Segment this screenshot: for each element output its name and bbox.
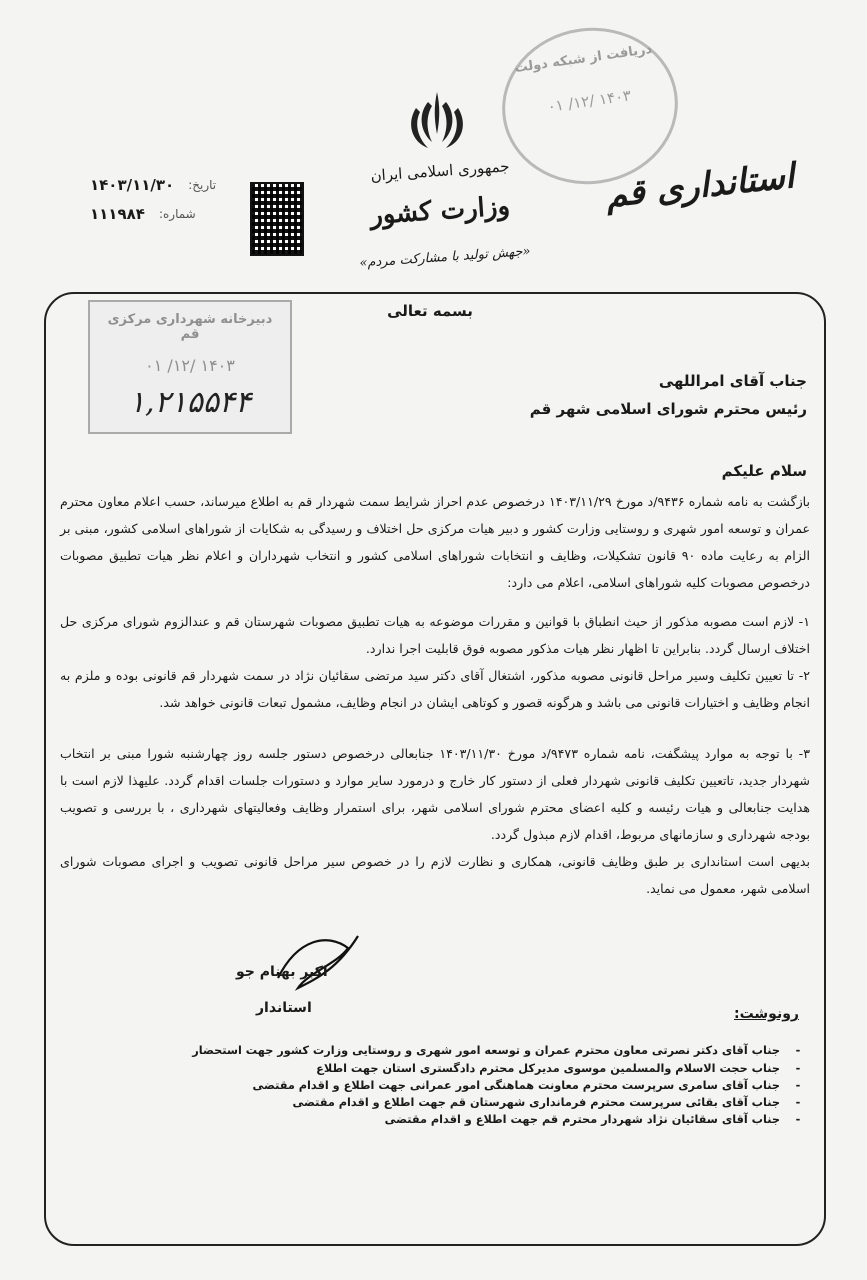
office-title: استانداری قم xyxy=(603,156,797,216)
cc-item-text: جناب آقای دکتر نصرتی معاون محترم عمران و توسعه امور شهری و روستایی وزارت کشور جهت استحضار xyxy=(192,1044,780,1057)
recipient-name: جناب آقای امراللهی xyxy=(658,372,807,390)
cc-item xyxy=(190,1094,810,1112)
secretariat-stamp-number: ۱,۲۱۵۵۴۴ xyxy=(128,385,252,420)
secretariat-stamp xyxy=(88,300,292,434)
ministry-name: وزارت کشور xyxy=(369,191,511,231)
secretariat-stamp-date: ۱۴۰۳ /۱۲/ ۰۱ xyxy=(145,356,235,375)
letter-date-value: ۱۴۰۳/۱۱/۳۰ xyxy=(90,176,175,194)
letter-item-3: ۳- با توجه به موارد پیشگفت، نامه شماره ۹۴۷۳/د مورخ ۱۴۰۳/۱۱/۳۰ جنابعالی درخصوص دستور جلسه روز چهارشنبه شورا مبنی بر انتخاب شهردار جدید، تاتعیین تکلیف قانونی شهردار فعلی از دستور کار خارج و درمورد سایر موارد و دستورات جلسات اقدام گردد. علیهذا لازم است با هدایت جنابعالی و هیات رئیسه و کلیه اعضای محترم شورای اسلامی شهر، برای استمرار وظایف وفعالیتهای شهرداری ، با بررسی و تصویب بودجه شهرداری و سازمانهای مربوط، اقدام لازم مبذول گردد. xyxy=(60,746,810,842)
letter-closing: بدیهی است استانداری بر طبق وظایف قانونی، همکاری و نظارت لازم را در خصوص سیر مراحل قانونی تصویب و اجرای مصوبات شورای اسلامی شهر، معمول می نماید. xyxy=(60,854,810,896)
cc-dash: - xyxy=(795,1096,801,1109)
letter-title: بسمه تعالی xyxy=(387,302,473,320)
cc-item-text: جناب آقای بقائی سرپرست محترم فرمانداری شهرستان قم جهت اطلاع و اقدام مقتضی xyxy=(292,1096,780,1109)
cc-item-text: جناب آقای سامری سرپرست محترم معاونت هماهنگی امور عمرانی جهت اطلاع و اقدام مقتضی xyxy=(252,1079,780,1092)
letter-item-1: ۱- لازم است مصوبه مذکور از حیث انطباق با قوانین و مقررات موضوعه به هیات تطبیق مصوبات شهرستان قم و عندالزوم شورای مرکزی حل اختلاف ارسال گردد. بنابراین تا اظهار نظر هیات مذکور مصوبه فوق قابلیت اجرا ندارد. xyxy=(60,614,810,656)
signatory-title: استاندار xyxy=(256,1000,312,1016)
greeting: سلام علیکم xyxy=(721,462,807,480)
cc-dash: - xyxy=(795,1044,801,1057)
cc-label: رونوشت: xyxy=(734,1006,799,1022)
qr-code-icon xyxy=(250,182,304,256)
received-stamp xyxy=(492,17,688,196)
cc-dash: - xyxy=(795,1113,801,1126)
letter-number-value: ۱۱۱۹۸۴ xyxy=(90,205,145,223)
signature-scribble xyxy=(268,928,368,998)
cc-item-text: جناب آقای سقائیان نژاد شهردار محترم قم جهت اطلاع و اقدام مقتضی xyxy=(384,1113,780,1126)
cc-item xyxy=(190,1042,810,1060)
letter-intro: بازگشت به نامه شماره ۹۴۳۶/د مورخ ۱۴۰۳/۱۱/۲۹ درخصوص عدم احراز شرایط سمت شهردار قم به اطلاع میرساند، حسب اعلام معاون محترم عمران و توسعه امور شهری و روستایی وزارت کشور و دبیر هیات مرکزی حل اختلاف و رسیدگی به شکایات از شوراهای اسلامی کشور، مبنی بر الزام به رعایت ماده ۹۰ قانون تشکیلات، وظایف و انتخابات شوراهای اسلامی کشور و انتخاب شهرداران و اعلام نظر هیات تطبیق مصوبات درخصوص مصوبات کلیه شوراهای اسلامی، اعلام می دارد: xyxy=(60,494,810,590)
cc-item xyxy=(190,1060,810,1078)
cc-dash: - xyxy=(795,1062,801,1075)
year-slogan: «جهش تولید با مشارکت مردم» xyxy=(358,244,532,271)
received-stamp-label: دریافت از شبکه دولت xyxy=(513,41,654,77)
letter-number-label: :شماره xyxy=(158,207,196,221)
letter-item-2: ۲- تا تعیین تکلیف وسیر مراحل قانونی مصوبه مذکور، اشتغال آقای دکتر سید مرتضی سقائیان نژاد در سمت شهردار قم قانونی بوده و ملزم به انجام وظایف و اختیارات قانونی می باشد و هرگونه قصور و کوتاهی ایشان در انجام وظایف، مشمول تبعات قانونی خواهد شد. xyxy=(60,668,810,710)
iran-emblem-icon xyxy=(398,88,476,158)
cc-item xyxy=(190,1077,810,1095)
secretariat-stamp-label: دبیرخانه شهرداری مرکزی قم xyxy=(107,312,273,342)
signatory-name: اکبر بهنام جو xyxy=(236,964,328,980)
letter-number xyxy=(90,205,196,223)
ministry-country-name: جمهوری اسلامی ایران xyxy=(369,157,511,185)
cc-dash: - xyxy=(795,1079,801,1092)
cc-item-text: جناب حجت الاسلام والمسلمین موسوی مدیرکل محترم دادگستری استان جهت اطلاع xyxy=(316,1062,780,1075)
recipient-title: رئیس محترم شورای اسلامی شهر قم xyxy=(529,400,807,418)
letter-date xyxy=(90,176,216,194)
cc-item xyxy=(190,1111,810,1129)
letter-date-label: :تاریخ xyxy=(188,178,217,192)
received-stamp-date: ۱۴۰۳ /۱۲/ ۰۱ xyxy=(546,86,633,116)
